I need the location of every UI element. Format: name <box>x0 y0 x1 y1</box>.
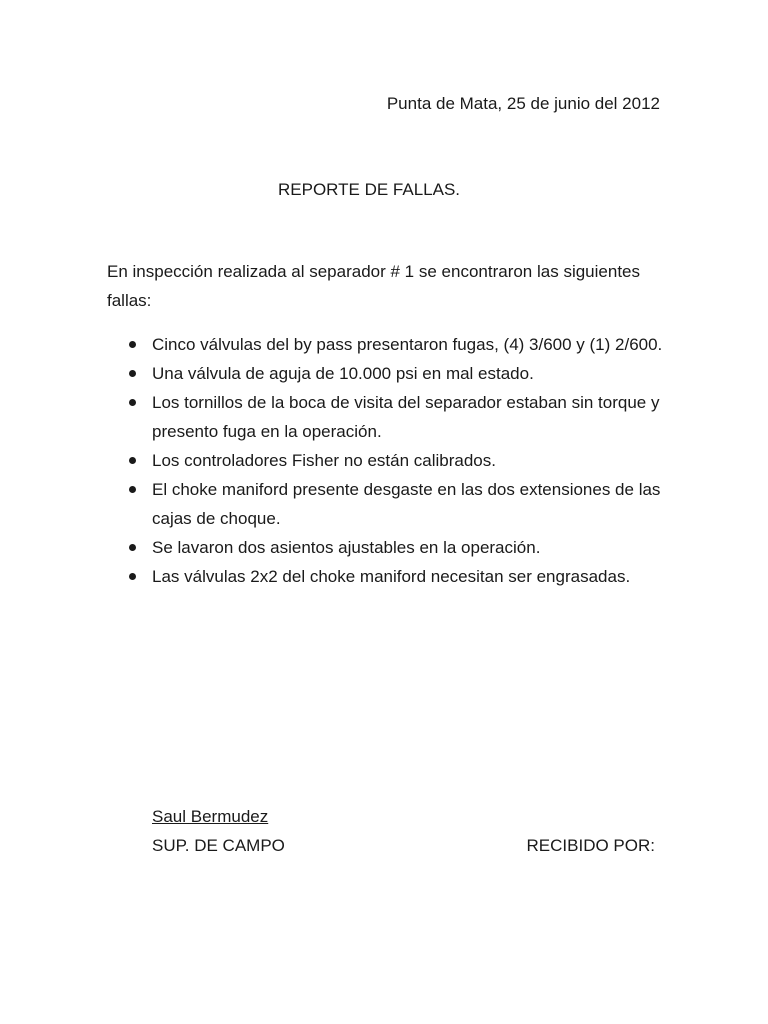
list-item-text: Se lavaron dos asientos ajustables en la operación. <box>152 538 541 557</box>
list-item-text: Las válvulas 2x2 del choke maniford necesitan ser engrasadas. <box>152 567 631 586</box>
list-item <box>107 562 667 591</box>
document-title-text: REPORTE DE FALLAS. <box>277 180 461 199</box>
intro-paragraph: En inspección realizada al separador # 1 se encontraron las siguientes fallas: <box>107 262 640 310</box>
list-item <box>107 533 667 562</box>
received-by-label: RECIBIDO POR: <box>526 836 655 855</box>
list-item <box>107 388 667 446</box>
document-title <box>0 175 768 204</box>
bullet-icon <box>129 399 136 406</box>
bullet-icon <box>129 486 136 493</box>
list-item <box>107 446 667 475</box>
list-item-text: Los tornillos de la boca de visita del separador estaban sin torque y presento fuga en la operación. <box>152 393 660 441</box>
list-item <box>107 359 667 388</box>
date-line: Punta de Mata, 25 de junio del 2012 <box>386 94 660 113</box>
list-item-text: El choke maniford presente desgaste en las dos extensiones de las cajas de choque. <box>152 480 661 528</box>
list-item-text: Cinco válvulas del by pass presentaron fugas, (4) 3/600 y (1) 2/600. <box>152 335 663 354</box>
bullet-icon <box>129 370 136 377</box>
signature-name: Saul Bermudez <box>152 807 269 826</box>
list-item-text: Una válvula de aguja de 10.000 psi en mal estado. <box>152 364 534 383</box>
list-item-text: Los controladores Fisher no están calibrados. <box>152 451 496 470</box>
bullet-icon <box>129 457 136 464</box>
signature-role: SUP. DE CAMPO <box>152 836 285 855</box>
bullet-icon <box>129 544 136 551</box>
bullet-icon <box>129 341 136 348</box>
failure-list <box>107 330 667 591</box>
bullet-icon <box>129 573 136 580</box>
list-item <box>107 330 667 359</box>
list-item <box>107 475 667 533</box>
